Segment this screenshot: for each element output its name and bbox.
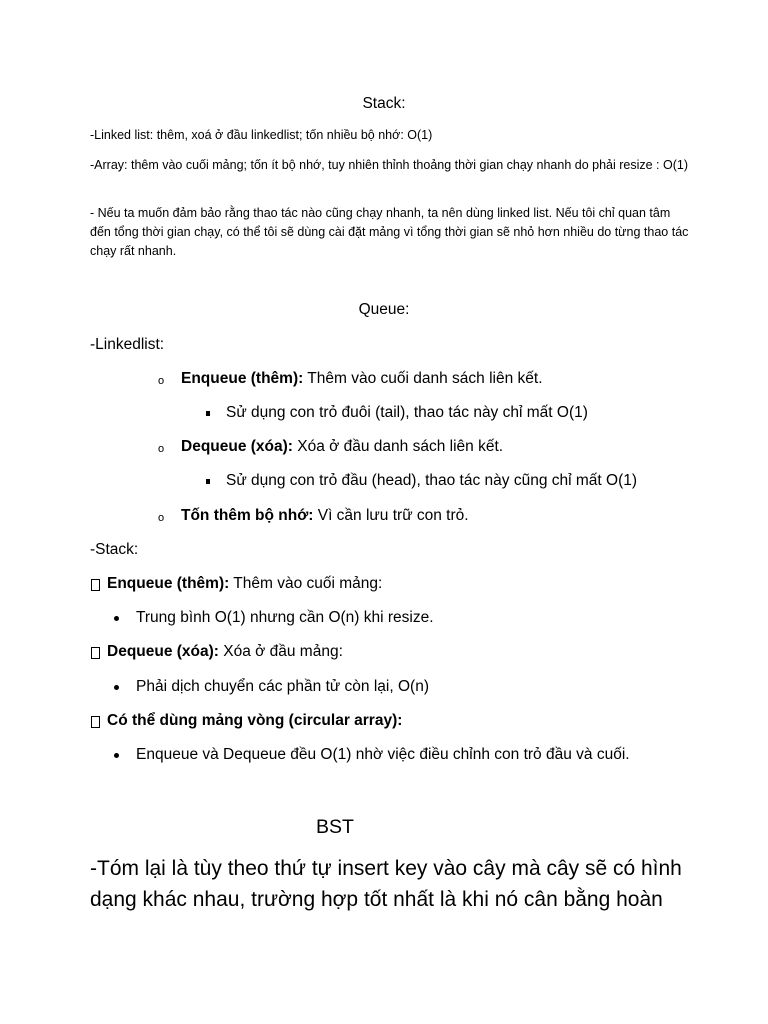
circular-array-item (107, 712, 402, 730)
queue-title: Queue: (358, 301, 410, 318)
ll-dequeue-sub: Sử dụng con trỏ đầu (head), thao tác này cũng chỉ mất O(1) (226, 472, 638, 489)
circle-bullet-icon: o (158, 375, 165, 387)
arr-dequeue-label: Dequeue (xóa): (107, 643, 219, 660)
circle-bullet-icon: o (158, 443, 165, 455)
arr-dequeue-sub: Phải dịch chuyển các phần tử còn lại, O(n) (136, 678, 429, 695)
square-bullet-icon (206, 411, 210, 416)
circle-bullet-icon: o (158, 512, 165, 524)
queue-linkedlist-heading: -Linkedlist: (90, 336, 165, 353)
dot-bullet-icon (114, 616, 119, 621)
ll-dequeue-desc: Xóa ở đầu danh sách liên kết. (292, 438, 504, 455)
dot-bullet-icon (114, 753, 119, 758)
dot-bullet-icon (114, 685, 119, 690)
missing-glyph-icon (91, 579, 100, 591)
missing-glyph-icon (91, 716, 100, 728)
ll-dequeue-label: Dequeue (xóa): (181, 438, 293, 455)
circular-array-sub: Enqueue và Dequeue đều O(1) nhờ việc điều chỉnh con trỏ đầu và cuối. (136, 746, 630, 763)
bst-title: BST (316, 816, 354, 838)
queue-stack-heading: -Stack: (90, 541, 139, 558)
stack-linked-list-line: -Linked list: thêm, xoá ở đầu linkedlist; tốn nhiều bộ nhớ: O(1) (90, 128, 433, 142)
ll-enqueue-item (181, 370, 543, 388)
stack-array-line: -Array: thêm vào cuối mảng; tốn ít bộ nhớ, tuy nhiên thỉnh thoảng thời gian chạy nhanh do phải resize : O(1) (90, 158, 688, 172)
arr-enqueue-item (107, 575, 382, 593)
ll-memory-desc: Vì cần lưu trữ con trỏ. (313, 507, 469, 524)
arr-dequeue-desc: Xóa ở đầu mảng: (218, 643, 343, 660)
stack-conclusion-paragraph: - Nếu ta muốn đảm bảo rằng thao tác nào cũng chạy nhanh, ta nên dùng linked list. Nếu tôi chỉ quan tâm đến tổng thời gian chạy, có thể tôi sẽ dùng cài đặt mảng vì tổng thời gian sẽ nhỏ hơn nhiều do từng thao tác chạy rất nhanh. (90, 206, 689, 258)
circular-array-label: Có thể dùng mảng vòng (circular array): (107, 712, 403, 729)
arr-enqueue-sub: Trung bình O(1) nhưng cần O(n) khi resize. (136, 609, 434, 626)
stack-title: Stack: (362, 95, 406, 112)
ll-dequeue-item (181, 438, 503, 456)
bst-paragraph: -Tóm lại là tùy theo thứ tự insert key vào cây mà cây sẽ có hình dạng khác nhau, trường hợp tốt nhất là khi nó cân bằng hoàn (90, 857, 682, 911)
square-bullet-icon (206, 479, 210, 484)
ll-enqueue-desc: Thêm vào cuối danh sách liên kết. (303, 370, 543, 387)
arr-enqueue-label: Enqueue (thêm): (107, 575, 230, 592)
arr-enqueue-desc: Thêm vào cuối mảng: (229, 575, 383, 592)
arr-dequeue-item (107, 643, 343, 661)
ll-enqueue-label: Enqueue (thêm): (181, 370, 304, 387)
missing-glyph-icon (91, 647, 100, 659)
ll-memory-item (181, 507, 469, 525)
ll-memory-label: Tốn thêm bộ nhớ: (181, 507, 314, 524)
ll-enqueue-sub: Sử dụng con trỏ đuôi (tail), thao tác này chỉ mất O(1) (226, 404, 588, 421)
